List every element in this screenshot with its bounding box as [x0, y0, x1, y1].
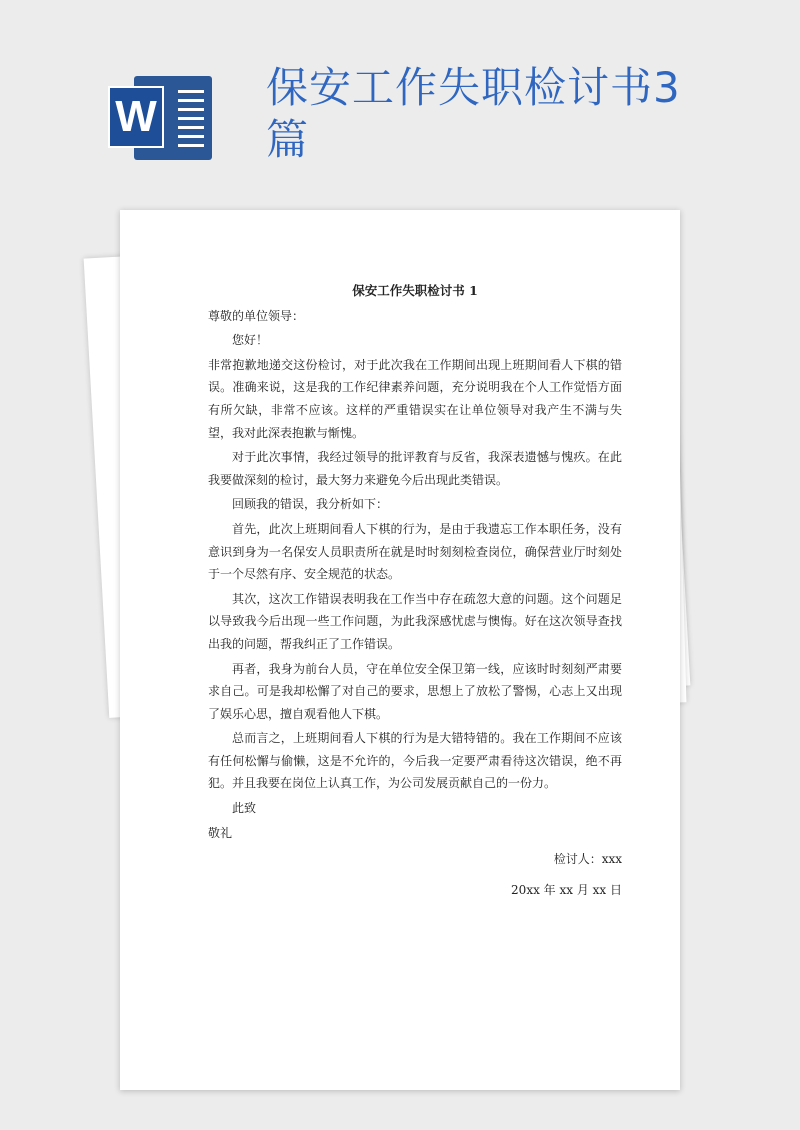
closing-salute: 敬礼	[208, 825, 233, 840]
page-title: 保安工作失职检讨书3篇	[266, 63, 681, 164]
signature: 检讨人：xxx	[553, 852, 622, 867]
date: 20xx 年 xx 月 xx 日	[511, 882, 622, 897]
document-title: 保安工作失职检讨书 1	[352, 283, 478, 298]
paragraph: 其次，这次工作错误表明我在工作当中存在疏忽大意的问题。这个问题足以导致我今后出现一些工作问题，为此我深感忧虑与懊悔。好在这次领导查找出我的问题，帮我纠正了工作错误。	[208, 591, 622, 651]
word-icon-letter: W	[108, 86, 164, 148]
paragraph: 对于此次事情，我经过领导的批评教育与反省，我深表遗憾与愧疚。在此我要做深刻的检讨，最大努力来避免今后出现此类错误。	[208, 450, 622, 487]
paragraph: 回顾我的错误，我分析如下：	[232, 497, 389, 512]
paragraph: 首先，此次上班期间看人下棋的行为，是由于我遗忘工作本职任务，没有意识到身为一名保安人员职责所在就是时时刻刻检查岗位，确保营业厅时刻处于一个尽然有序、安全规范的状态。	[208, 521, 622, 582]
paragraph: 非常抱歉地递交这份检讨，对于此次我在工作期间出现上班期间看人下棋的错误。准确来说，这是我的工作纪律素养问题，充分说明我在个人工作觉悟方面有所欠缺，非常不应该。这样的严重错误实在让单位领导对我产生不满与失望，我对此深表抱歉与惭愧。	[208, 357, 622, 440]
paragraph: 再者，我身为前台人员，守在单位安全保卫第一线，应该时时刻刻严肃要求自己。可是我却松懈了对自己的要求，思想上了放松了警惕，心志上又出现了娱乐心思，擅自观看他人下棋。	[208, 661, 622, 721]
greeting: 您好！	[232, 333, 269, 348]
paragraph: 总而言之，上班期间看人下棋的行为是大错特错的。我在工作期间不应该有任何松懈与偷懒，这是不允许的，今后我一定要严肃看待这次错误，绝不再犯。并且我要在岗位上认真工作，为公司发展贡献自己的一份力。	[208, 731, 622, 791]
document-body	[208, 280, 622, 903]
word-document-icon	[108, 76, 214, 160]
salutation: 尊敬的单位领导：	[208, 308, 305, 323]
header	[0, 0, 800, 200]
closing-regards: 此致	[232, 801, 257, 816]
document-page	[120, 210, 680, 1090]
